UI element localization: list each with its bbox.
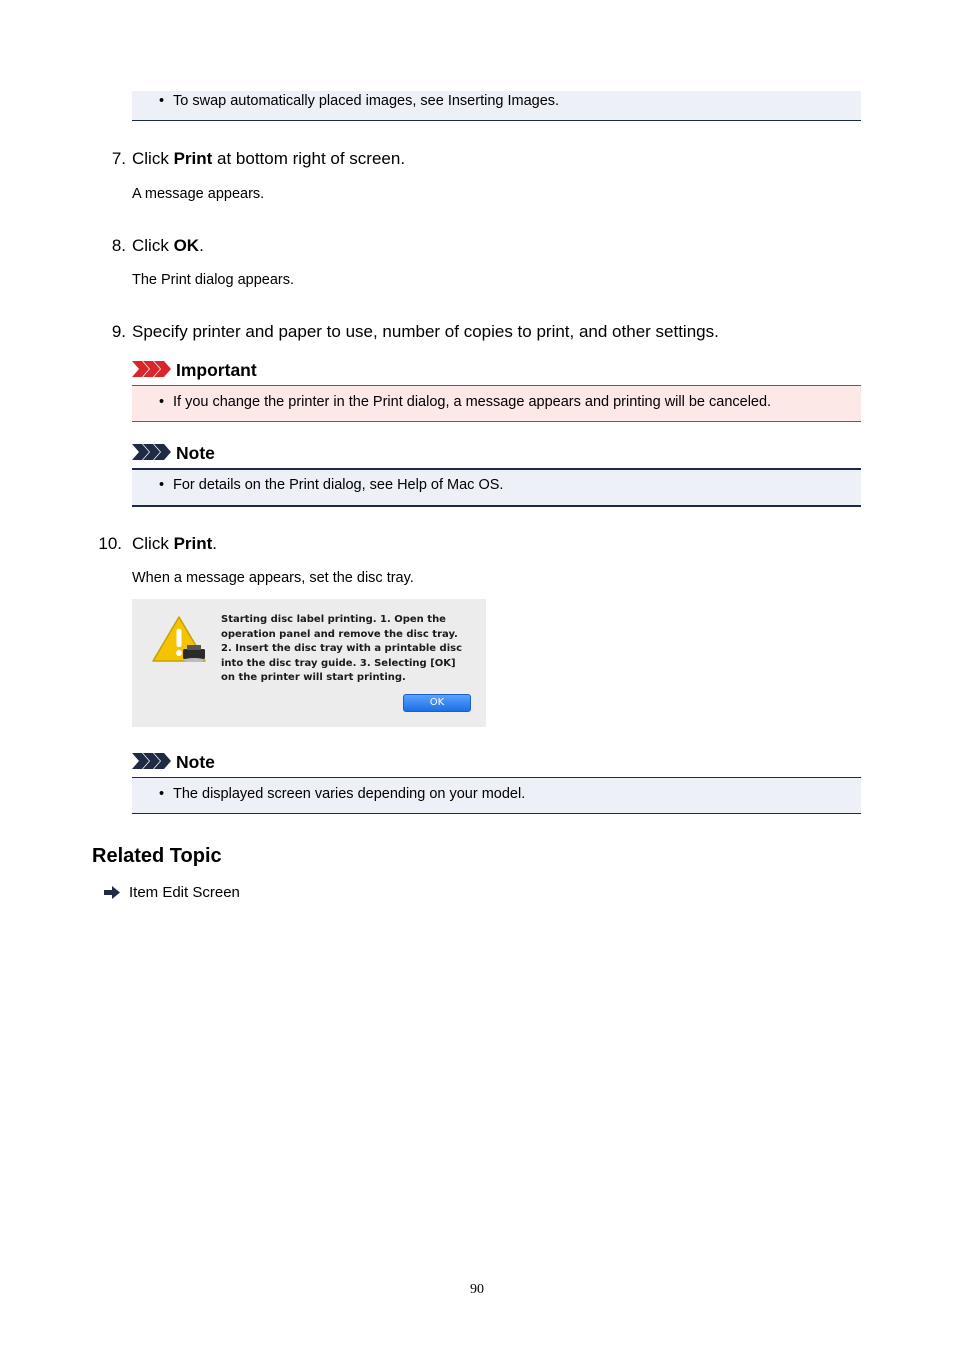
ok-label: OK xyxy=(173,236,200,255)
step-number: 10. xyxy=(98,534,122,553)
step-8-desc: The Print dialog appears. xyxy=(132,272,295,288)
note-icon xyxy=(132,753,172,769)
bullet: • xyxy=(159,394,165,410)
important-text: If you change the printer in the Print dialog, a message appears and printing will be canceled. xyxy=(173,394,772,410)
step-text: Specify printer and paper to use, number of copies to print, and other settings. xyxy=(132,322,719,341)
important-label: Important xyxy=(176,360,257,380)
dialog-message: Starting disc label printing. 1. Open the operation panel and remove the disc tray. 2. Insert the disc tray with a printable disc into the disc tray guide. 3. Selecting [OK] on the printer will start printing. xyxy=(221,614,463,683)
step-number: 9. xyxy=(111,322,126,341)
important-item xyxy=(159,394,771,410)
arrow-right-icon xyxy=(104,886,120,899)
warning-icon xyxy=(151,615,209,665)
step-number: 7. xyxy=(111,149,126,168)
bullet: • xyxy=(159,477,165,493)
ok-button[interactable] xyxy=(403,694,471,712)
note-item xyxy=(159,786,525,802)
related-topic-heading: Related Topic xyxy=(92,845,222,867)
note-label: Note xyxy=(176,752,215,772)
page-number: 90 xyxy=(470,1282,484,1297)
note-text: For details on the Print dialog, see Help of Mac OS. xyxy=(173,477,504,493)
note-icon xyxy=(132,444,172,460)
step-10-desc: When a message appears, set the disc tray. xyxy=(132,570,414,586)
step-text: Click Print. xyxy=(132,534,218,553)
note-text: The displayed screen varies depending on your model. xyxy=(173,786,526,802)
note-item xyxy=(159,477,503,493)
print-label: Print xyxy=(173,534,213,553)
step-number: 8. xyxy=(111,236,126,255)
ok-button-label: OK xyxy=(429,697,445,708)
top-note-item xyxy=(159,93,559,109)
bullet: • xyxy=(159,786,165,802)
step-7-desc: A message appears. xyxy=(132,186,265,202)
step-text: Click Print at bottom right of screen. xyxy=(132,149,406,168)
step-text: Click OK. xyxy=(132,236,204,255)
note-label: Note xyxy=(176,443,215,463)
print-label: Print xyxy=(173,149,213,168)
top-note-text: To swap automatically placed images, see Inserting Images. xyxy=(173,93,560,109)
bullet: • xyxy=(159,93,165,109)
important-icon xyxy=(132,361,172,377)
related-link-item-edit-screen[interactable]: Item Edit Screen xyxy=(129,884,240,901)
